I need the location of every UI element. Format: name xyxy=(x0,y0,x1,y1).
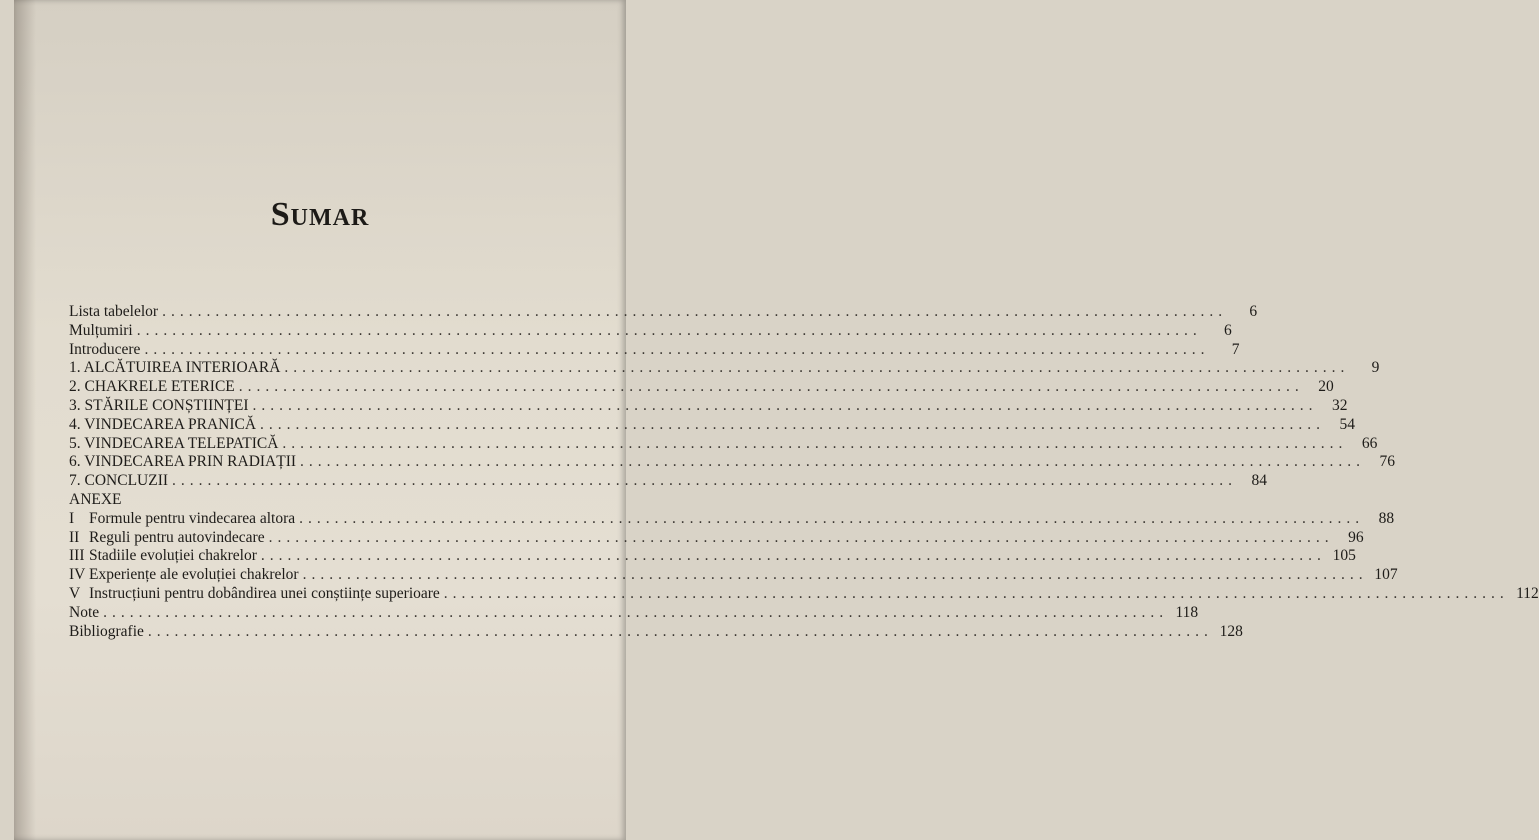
dot-leader: ........................................................................................................................ xyxy=(268,528,1334,546)
toc-entry-label: Lista tabelelor xyxy=(69,303,159,320)
toc-entry xyxy=(69,321,1232,341)
toc-entry-label: Note xyxy=(69,603,100,621)
toc-entry-label: 3. STĂRILE CONȘTIINȚEI xyxy=(69,396,249,414)
dot-leader: ........................................................................................................................ xyxy=(282,434,1348,452)
toc-entry-label: Bibliografie xyxy=(69,622,144,640)
toc-entry-page-number: 66 xyxy=(1361,434,1378,452)
dot-leader: ........................................................................................................................ xyxy=(260,547,1326,565)
dot-leader: ........................................................................................................................ xyxy=(300,453,1366,471)
toc-entry-label: Mulțumiri xyxy=(69,321,133,339)
toc-entry xyxy=(69,415,1356,435)
toc-entry xyxy=(69,472,1268,491)
toc-entry-page-number: 96 xyxy=(1348,528,1364,546)
annex-roman-numeral: I xyxy=(69,509,75,527)
toc-entry-page-number: 9 xyxy=(1371,359,1380,377)
toc-entry-label: Introducere xyxy=(69,340,141,358)
dot-leader: ........................................................................................................................ xyxy=(172,472,1238,490)
toc-entry-label: 4. VINDECAREA PRANICĂ xyxy=(69,415,257,433)
toc-entry xyxy=(69,378,1334,397)
page-title: Sumar xyxy=(270,196,370,233)
toc-entry xyxy=(69,396,1348,416)
dot-leader: ........................................................................................................................ xyxy=(238,378,1304,396)
annex-roman-numeral: III xyxy=(69,547,85,565)
toc-entry-label: 6. VINDECAREA PRIN RADIAȚII xyxy=(69,453,297,471)
dot-leader: ........................................................................................................................ xyxy=(252,396,1318,414)
toc-entry-label: Reguli pentru autovindecare xyxy=(89,528,265,546)
toc-entry xyxy=(69,547,1356,566)
toc-entry xyxy=(69,528,1364,548)
annex-roman-numeral: II xyxy=(69,528,80,546)
dot-leader: ........................................................................................................................ xyxy=(136,321,1202,339)
toc-entry xyxy=(69,622,1243,642)
toc-entry-label: Instrucțiuni pentru dobândirea unei conștiințe superioare xyxy=(89,584,440,602)
toc-main-list xyxy=(69,303,1396,491)
dot-leader: ........................................................................................................................ xyxy=(103,603,1169,621)
toc-entry xyxy=(69,359,1380,378)
dot-leader: ........................................................................................................................ xyxy=(260,415,1326,433)
annex-roman-numeral: V xyxy=(69,584,81,602)
toc-entry xyxy=(69,509,1395,529)
toc-entry xyxy=(69,603,1199,623)
toc-entry-label: Formule pentru vindecarea altora xyxy=(89,509,296,527)
toc-entry-page-number: 88 xyxy=(1378,509,1395,527)
toc-entry xyxy=(69,566,1398,585)
toc-entry xyxy=(69,340,1240,360)
annex-heading: ANEXE xyxy=(69,490,122,508)
toc-entry-page-number: 20 xyxy=(1318,378,1334,396)
toc-entry xyxy=(69,584,1539,604)
toc-entry-page-number: 32 xyxy=(1332,396,1348,414)
table-of-contents xyxy=(69,303,1539,641)
dot-leader: ........................................................................................................................ xyxy=(443,584,1509,602)
dot-leader: ........................................................................................................................ xyxy=(284,359,1350,377)
toc-entry-label: 1. ALCĂTUIREA INTERIOARĂ xyxy=(69,359,281,377)
toc-entry-page-number: 6 xyxy=(1249,303,1258,320)
spine-shadow xyxy=(14,0,36,840)
toc-entry xyxy=(69,434,1378,454)
toc-entry-page-number: 107 xyxy=(1374,566,1398,584)
dot-leader: ........................................................................................................................ xyxy=(302,566,1368,584)
toc-entry-label: Stadiile evoluției chakrelor xyxy=(89,547,257,565)
toc-entry-page-number: 118 xyxy=(1175,603,1199,621)
dot-leader: ........................................................................................................................ xyxy=(144,340,1210,358)
dot-leader: ........................................................................................................................ xyxy=(299,509,1365,527)
toc-entry-page-number: 7 xyxy=(1231,340,1240,358)
annex-roman-numeral: IV xyxy=(69,566,86,584)
toc-annex-list xyxy=(69,509,1539,604)
toc-entry-label: 2. CHAKRELE ETERICE xyxy=(69,378,235,396)
toc-entry-page-number: 54 xyxy=(1339,415,1356,433)
dot-leader: ........................................................................................................................ xyxy=(147,622,1213,640)
toc-entry-page-number: 76 xyxy=(1379,453,1396,471)
toc-entry-page-number: 6 xyxy=(1223,321,1232,339)
toc-entry-label: 7. CONCLUZII xyxy=(69,472,169,490)
toc-entry-page-number: 84 xyxy=(1251,472,1268,490)
toc-entry-label: Experiențe ale evoluției chakrelor xyxy=(89,566,299,584)
dot-leader: ........................................................................................................................ xyxy=(162,303,1228,320)
toc-entry xyxy=(69,303,1258,322)
toc-entry-page-number: 112 xyxy=(1516,584,1539,602)
toc-entry-page-number: 128 xyxy=(1219,622,1243,640)
toc-entry-label: 5. VINDECAREA TELEPATICĂ xyxy=(69,434,279,452)
book-page xyxy=(14,0,1539,840)
toc-entry xyxy=(69,453,1396,472)
toc-end-list xyxy=(69,603,1243,642)
toc-entry-page-number: 105 xyxy=(1332,547,1356,565)
